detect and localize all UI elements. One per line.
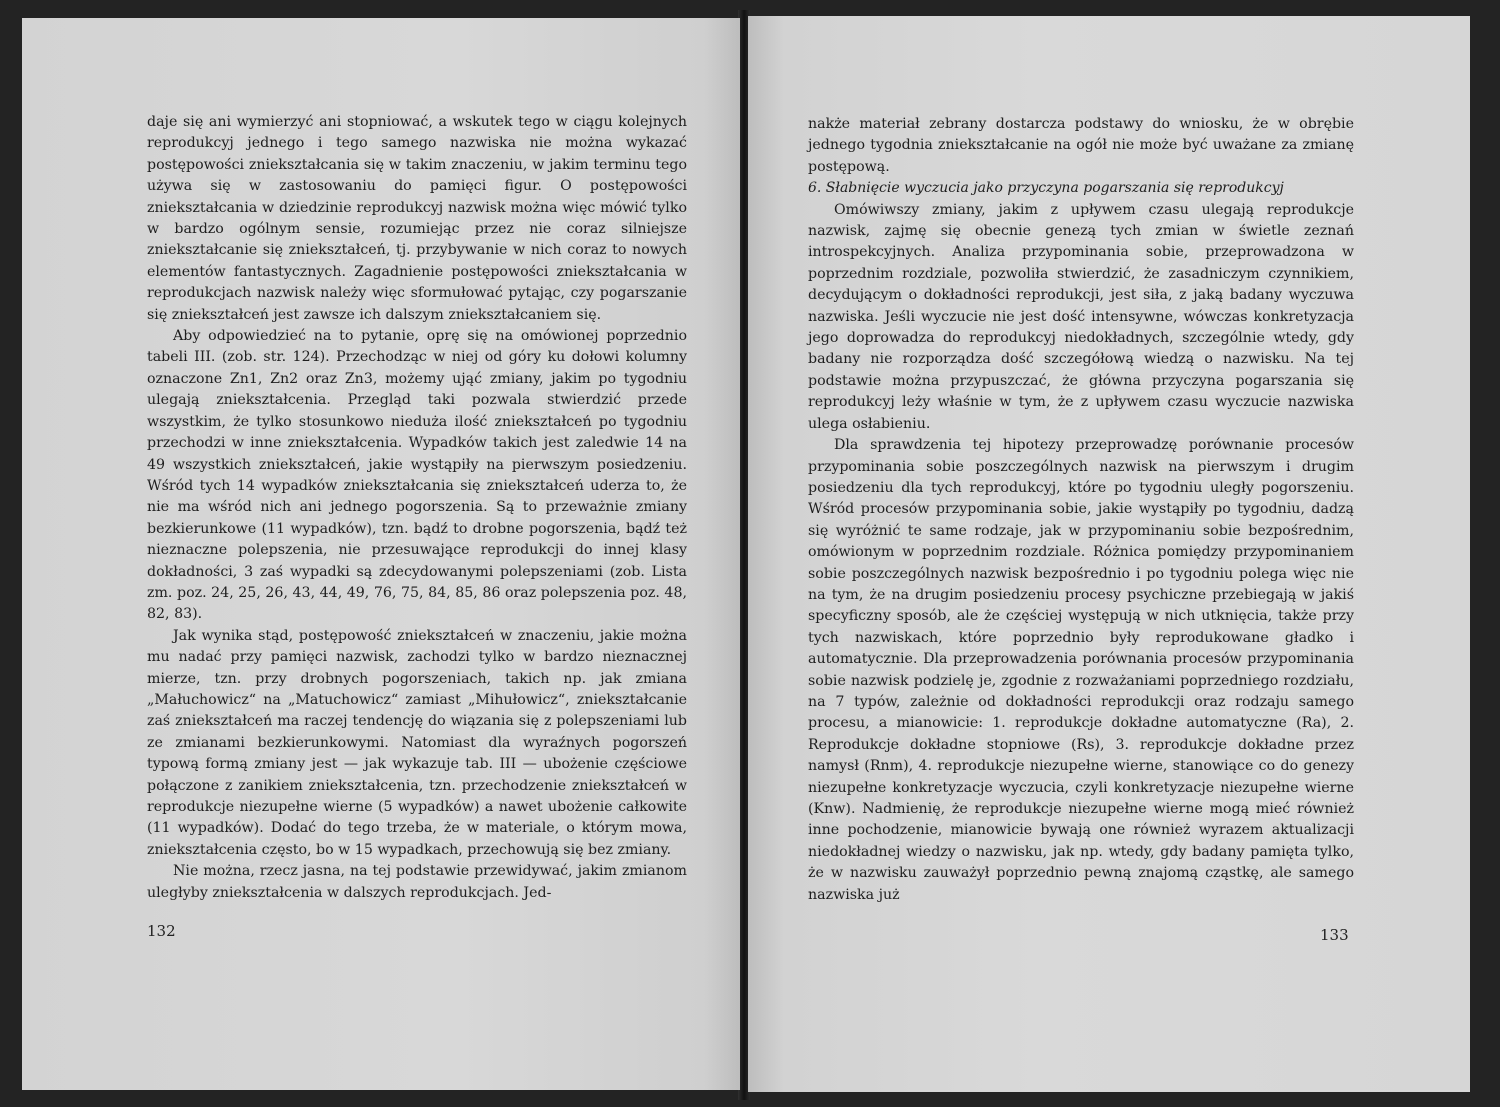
right-paragraph-1: Omówiwszy zmiany, jakim z upływem czasu ulegają reprodukcje nazwisk, zajmę się obecnie genezą tych zmian w świetle zeznań introspekcyjnych. Analiza przypominania sobie, przeprowadzona w poprzednim rozdziale, pozwoliła stwierdzić, że zasadniczym czynnikiem, decydującym o dokładności reprodukcji, jest siła, z jaką badany wyczuwa nazwiska. Jeśli wyczucie nie jest dość intensywne, wówczas konkretyzacja jego doprowadza do reprodukcyj niedokładnych, szczególnie wtedy, gdy badany nie rozporządza dość szczegółową wiedzą o nazwisku. Na tej podstawie można przypuszczać, że główna przyczyna pogarszania się reprodukcyj leży właśnie w tym, że z upływem czasu wyczucie nazwiska ulega osłabieniu. <box>808 201 1354 432</box>
right-paragraph-continued: nakże materiał zebrany dostarcza podstawy do wniosku, że w obrębie jednego tygodnia zniekształcanie na ogół nie może być uważane za zmianę postępową. <box>808 116 1354 175</box>
left-page <box>22 18 740 1090</box>
right-paragraph-2: Dla sprawdzenia tej hipotezy przeprowadzę porównanie procesów przypominania sobie poszczególnych nazwisk na pierwszym i drugim posiedzeniu dla tych reprodukcyj, które po tygodniu uległy pogorszeniu. Wśród procesów przypominania sobie, jakie wystąpiły po tygodniu, dadzą się wyróżnić te same rodzaje, jak w przypominaniu sobie bezpośrednim, omówionym w poprzednim rozdziale. Różnica pomiędzy przypominaniem sobie poszczególnych nazwisk bezpośrednio i po tygodniu polega więc nie na tym, że na drugim posiedzeniu procesy psychiczne przebiegają w jakiś specyficzny sposób, ale że częściej występują w nich utknięcia, także przy tych nazwiskach, które poprzednio były reprodukowane gładko i automatycznie. Dla przeprowadzenia porównania procesów przypominania sobie nazwisk podzielę je, zgodnie z rozważaniami poprzedniego rozdziału, na 7 typów, zależnie od dokładności reprodukcji oraz rodzaju samego procesu, a mianowicie: 1. reprodukcje dokładne automatyczne (Ra), 2. Reprodukcje dokładne stopniowe (Rs), 3. reprodukcje dokładne przez namysł (Rnm), 4. reprodukcje niezupełne wierne, stanowiące co do genezy niezupełne konkretyzacje wyczucia, czyli konkretyzacje niezupełne wierne (Knw). Nadmienię, że reprodukcje niezupełne wierne mogą mieć również inne pochodzenie, mianowicie bywają one również wyrazem aktualizacji niedokładnej wiedzy o nazwisku, jak np. wtedy, gdy badany pamięta tylko, że w nazwisku zauważył poprzednio pewną znajomą cząstkę, ale samego nazwiska już <box>808 437 1354 903</box>
left-page-body <box>147 112 687 904</box>
left-paragraph-2: Aby odpowiedzieć na to pytanie, oprę się na omówionej poprzednio tabeli III. (zob. str. 124). Przechodząc w niej od góry ku dołowi kolumny oznaczone Zn1, Zn2 oraz Zn3, możemy ująć zmiany, jakim po tygodniu ulegają zniekształcenia. Przegląd taki pozwala stwierdzić przede wszystkim, że tylko stosunkowo nieduża ilość zniekształceń po tygodniu przechodzi w inne zniekształcenia. Wypadków takich jest zaledwie 14 na 49 wszystkich zniekształceń, jakie wystąpiły na pierwszym posiedzeniu. Wśród tych 14 wypadków zniekształcania się zniekształceń uderza to, że nie ma wśród nich ani jednego pogorszenia. Są to przeważnie zmiany bezkierunkowe (11 wypadków), tzn. bądź to drobne pogorszenia, bądź też nieznaczne polepszenia, nie przesuwające reprodukcji do innej klasy dokładności, 3 zaś wypadki są zdecydowanymi polepszeniami (zob. Lista zm. poz. 24, 25, 26, 43, 44, 49, 76, 75, 84, 85, 86 oraz polepszenia poz. 48, 82, 83). <box>147 328 687 623</box>
section-heading: 6. Słabnięcie wyczucia jako przyczyna pogarszania się reprodukcyj <box>808 180 1284 197</box>
left-paragraph-1: daje się ani wymierzyć ani stopniować, a wskutek tego w ciągu kolejnych reprodukcyj jednego i tego samego nazwiska nie można wykazać postępowości zniekształcania się w takim znaczeniu, w jakim terminu tego używa się w zastosowaniu do pamięci figur. O postępowości zniekształcania w dziedzinie reprodukcyj nazwisk można więc mówić tylko w bardzo ogólnym sensie, rozumiejąc przez nie coraz silniejsze zniekształcanie się zniekształceń, tj. przybywanie w nich coraz to nowych elementów fantastycznych. Zagadnienie postępowości zniekształcania w reprodukcjach nazwisk należy więc sformułować pytając, czy pogarszanie się zniekształceń jest zawsze ich dalszym zniekształcaniem się. <box>147 114 687 323</box>
left-paragraph-4: Nie można, rzecz jasna, na tej podstawie przewidywać, jakim zmianom uległyby zniekształcenia w dalszych reprodukcjach. Jed- <box>147 863 687 901</box>
left-page-number: 132 <box>147 922 176 940</box>
right-page <box>748 16 1470 1092</box>
left-paragraph-3: Jak wynika stąd, postępowość zniekształceń w znaczeniu, jakie można mu nadać przy pamięci nazwisk, zachodzi tylko w bardzo nieznacznej mierze, tzn. przy drobnych pogorszeniach, takich np. jak zmiana „Małuchowicz“ na „Matuchowicz“ zamiast „Mihułowicz“, zniekształcanie zaś zniekształceń ma raczej tendencję do wiązania się z polepszeniami lub ze zmianami bezkierunkowymi. Natomiast dla wyraźnych pogorszeń typową formą zmiany jest — jak wykazuje tab. III — ubożenie częściowe połączone z zanikiem zniekształcenia, tzn. przechodzenie zniekształceń w reprodukcje niezupełne wierne (5 wypadków) a nawet ubożenie całkowite (11 wypadków). Dodać do tego trzeba, że w materiale, o którym mowa, zniekształcenia często, bo w 15 wypadkach, przechowują się bez zmiany. <box>147 627 687 858</box>
right-page-body <box>808 114 1354 906</box>
right-page-number: 133 <box>1320 926 1349 944</box>
